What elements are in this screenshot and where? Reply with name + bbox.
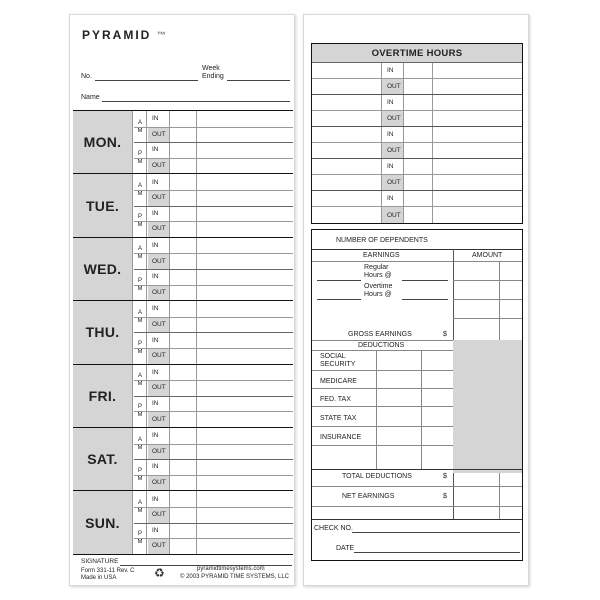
time-cell[interactable] — [171, 348, 197, 364]
in-label: IN — [381, 63, 404, 78]
pm-letter: M — [137, 285, 143, 292]
overtime-cell[interactable] — [404, 79, 433, 94]
time-cell[interactable] — [171, 380, 197, 396]
dependents-label: NUMBER OF DEPENDENTS — [336, 237, 428, 244]
in-label: IN — [148, 142, 170, 158]
date-label: DATE — [336, 545, 355, 552]
shaded-block — [453, 340, 522, 473]
pm-letter: M — [137, 539, 143, 546]
divider — [312, 261, 522, 262]
time-cell[interactable] — [171, 142, 197, 158]
overtime-cell[interactable] — [404, 159, 433, 174]
out-label: OUT — [148, 285, 170, 301]
earnings-header: EARNINGS — [363, 252, 400, 259]
total-deductions-label: TOTAL DEDUCTIONS — [342, 473, 412, 480]
row-divider — [134, 459, 293, 460]
overtime-rate-field[interactable] — [402, 299, 448, 300]
am-letter: A — [137, 436, 142, 443]
time-cell[interactable] — [171, 285, 197, 301]
copyright-text: © 2003 PYRAMID TIME SYSTEMS, LLC — [180, 574, 290, 580]
overtime-row — [312, 191, 522, 207]
pyramid-logo — [82, 28, 168, 42]
day-block — [73, 491, 293, 554]
row-divider — [134, 538, 293, 539]
overtime-row — [312, 159, 522, 175]
in-label: IN — [148, 332, 170, 348]
time-cell[interactable] — [171, 475, 197, 491]
in-label: IN — [381, 159, 404, 174]
regular-hours-label-1: Regular — [364, 264, 389, 271]
overtime-hours-box — [311, 43, 523, 224]
no-field[interactable] — [95, 80, 198, 81]
gross-earnings-label: GROSS EARNINGS — [348, 331, 412, 338]
amount-row-line — [453, 299, 522, 300]
check-no-label: CHECK NO. — [314, 525, 353, 532]
out-label: OUT — [381, 175, 404, 190]
am-letter: M — [137, 127, 143, 134]
overtime-hours-label-1: Overtime — [364, 283, 393, 290]
time-cell[interactable] — [171, 444, 197, 460]
pm-letter: M — [137, 348, 143, 355]
day-block — [73, 238, 293, 301]
in-label: IN — [148, 459, 170, 475]
dollar-sign: $ — [443, 473, 447, 480]
overtime-row — [312, 127, 522, 143]
out-label: OUT — [148, 507, 170, 523]
pm-letter: M — [137, 412, 143, 419]
social-security-label-2: SECURITY — [320, 361, 356, 368]
amount-row-line — [453, 280, 522, 281]
overtime-row — [312, 207, 522, 223]
pm-letter: P — [137, 404, 142, 411]
day-block — [73, 365, 293, 428]
row-divider — [134, 285, 293, 286]
pm-letter: P — [137, 150, 142, 157]
overtime-hours-field[interactable] — [317, 299, 361, 300]
divider — [312, 486, 522, 487]
deduction-row-line — [312, 445, 453, 446]
website-text: pyramidtimesystems.com — [197, 566, 265, 572]
in-label: IN — [381, 191, 404, 206]
overtime-title: OVERTIME HOURS — [312, 44, 522, 63]
pm-letter: P — [137, 340, 142, 347]
in-label: IN — [148, 174, 170, 190]
deduction-column-divider — [421, 350, 422, 469]
in-label: IN — [148, 269, 170, 285]
out-label: OUT — [381, 143, 404, 158]
day-label: THU. — [73, 301, 133, 363]
am-letter: A — [137, 246, 142, 253]
out-label: OUT — [148, 158, 170, 174]
time-cell[interactable] — [171, 523, 197, 539]
row-divider — [134, 332, 293, 333]
overtime-cell[interactable] — [404, 127, 433, 142]
deduction-column-divider — [376, 350, 377, 469]
am-letter: M — [137, 444, 143, 451]
am-letter: A — [137, 373, 142, 380]
out-label: OUT — [148, 253, 170, 269]
overtime-cell[interactable] — [404, 207, 433, 223]
row-divider — [134, 475, 293, 476]
pm-letter: P — [137, 214, 142, 221]
regular-hours-label-2: Hours @ — [364, 272, 392, 279]
time-cell[interactable] — [171, 190, 197, 206]
time-cell[interactable] — [171, 365, 197, 381]
insurance-label: INSURANCE — [320, 434, 362, 441]
pm-letter: M — [137, 475, 143, 482]
out-label: OUT — [148, 127, 170, 143]
overtime-cell[interactable] — [404, 191, 433, 206]
overtime-cell[interactable] — [404, 175, 433, 190]
overtime-hours-label-2: Hours @ — [364, 291, 392, 298]
day-label: MON. — [73, 111, 133, 173]
social-security-label-1: SOCIAL — [320, 353, 346, 360]
time-cell[interactable] — [171, 206, 197, 222]
daily-time-grid — [73, 110, 293, 555]
divider — [312, 350, 453, 351]
out-label: OUT — [381, 111, 404, 126]
in-label: IN — [148, 523, 170, 539]
overtime-rows — [312, 63, 522, 223]
out-label: OUT — [148, 348, 170, 364]
in-label: IN — [148, 206, 170, 222]
out-label: OUT — [381, 79, 404, 94]
time-cell[interactable] — [171, 111, 197, 127]
recycle-icon: ♻ — [154, 566, 165, 580]
time-cell[interactable] — [171, 332, 197, 348]
amount-header: AMOUNT — [472, 252, 503, 259]
overtime-row — [312, 111, 522, 127]
time-card-back — [303, 14, 529, 586]
row-divider — [134, 348, 293, 349]
day-label: FRI. — [73, 365, 133, 427]
signature-label: SIGNATURE — [81, 558, 119, 565]
deductions-header: DEDUCTIONS — [358, 342, 405, 349]
overtime-row — [312, 95, 522, 111]
am-letter: A — [137, 119, 142, 126]
am-letter: M — [137, 507, 143, 514]
row-divider — [134, 396, 293, 397]
row-divider — [134, 142, 293, 143]
row-divider — [134, 190, 293, 191]
row-divider — [134, 411, 293, 412]
amount-row-line — [453, 318, 522, 319]
time-cell[interactable] — [171, 491, 197, 507]
regular-rate-field[interactable] — [402, 280, 448, 281]
time-cell[interactable] — [171, 158, 197, 174]
row-divider — [134, 269, 293, 270]
row-divider — [134, 206, 293, 207]
day-label: WED. — [73, 238, 133, 300]
row-divider — [134, 523, 293, 524]
out-label: OUT — [148, 538, 170, 554]
deduction-row-line — [312, 370, 453, 371]
time-cell[interactable] — [171, 507, 197, 523]
row-divider — [134, 158, 293, 159]
overtime-row — [312, 175, 522, 191]
pm-letter: M — [137, 222, 143, 229]
row-divider — [134, 507, 293, 508]
week-label: Week — [202, 65, 220, 72]
date-field[interactable] — [354, 552, 520, 553]
overtime-cell[interactable] — [404, 111, 433, 126]
time-cell[interactable] — [171, 174, 197, 190]
deduction-row-line — [312, 406, 453, 407]
time-cell[interactable] — [171, 238, 197, 254]
out-label: OUT — [148, 444, 170, 460]
time-cell[interactable] — [171, 411, 197, 427]
out-label: OUT — [148, 380, 170, 396]
pm-letter: P — [137, 277, 142, 284]
state-tax-label: STATE TAX — [320, 415, 357, 422]
week-ending-field[interactable] — [227, 80, 290, 81]
overtime-row — [312, 143, 522, 159]
deduction-row-line — [312, 388, 453, 389]
time-cell[interactable] — [171, 221, 197, 237]
in-label: IN — [381, 127, 404, 142]
am-letter: M — [137, 381, 143, 388]
in-label: IN — [148, 365, 170, 381]
pm-letter: P — [137, 531, 142, 538]
row-divider — [134, 253, 293, 254]
time-cell[interactable] — [171, 269, 197, 285]
am-letter: M — [137, 254, 143, 261]
day-label: SAT. — [73, 428, 133, 490]
regular-hours-field[interactable] — [317, 280, 361, 281]
earnings-box — [311, 229, 523, 561]
in-label: IN — [148, 301, 170, 317]
fed-tax-label: FED. TAX — [320, 396, 351, 403]
out-label: OUT — [148, 221, 170, 237]
in-label: IN — [148, 491, 170, 507]
brand-text: PYRAMID — [82, 28, 152, 42]
time-cell[interactable] — [171, 253, 197, 269]
out-label: OUT — [148, 411, 170, 427]
dollar-sign: $ — [443, 331, 447, 338]
made-in-usa: Made in USA — [81, 575, 117, 581]
am-letter: A — [137, 309, 142, 316]
day-label: SUN. — [73, 491, 133, 553]
time-cell[interactable] — [171, 538, 197, 554]
time-cell[interactable] — [171, 428, 197, 444]
name-label: Name — [81, 94, 100, 101]
out-label: OUT — [148, 317, 170, 333]
overtime-cell[interactable] — [404, 63, 433, 78]
divider — [312, 506, 522, 507]
am-letter: A — [137, 499, 142, 506]
dollar-sign: $ — [443, 493, 447, 500]
day-block — [73, 111, 293, 174]
pm-letter: P — [137, 467, 142, 474]
deduction-row-line — [312, 426, 453, 427]
in-label: IN — [148, 428, 170, 444]
in-label: IN — [148, 111, 170, 127]
row-divider — [134, 317, 293, 318]
in-label: IN — [148, 238, 170, 254]
ending-label: Ending — [202, 73, 224, 80]
medicare-label: MEDICARE — [320, 378, 357, 385]
trademark-icon: ™ — [156, 30, 168, 40]
no-label: No. — [81, 73, 92, 80]
divider — [312, 469, 522, 470]
overtime-cell[interactable] — [404, 95, 433, 110]
pm-letter: M — [137, 158, 143, 165]
time-cell[interactable] — [171, 127, 197, 143]
name-field[interactable] — [102, 101, 290, 102]
row-divider — [134, 127, 293, 128]
divider — [312, 519, 522, 520]
divider — [312, 249, 522, 250]
overtime-row — [312, 63, 522, 79]
day-block — [73, 174, 293, 237]
am-letter: M — [137, 190, 143, 197]
overtime-row — [312, 79, 522, 95]
time-card-front — [69, 14, 295, 586]
check-no-field[interactable] — [352, 532, 520, 533]
day-block — [73, 428, 293, 491]
out-label: OUT — [381, 207, 404, 223]
net-earnings-label: NET EARNINGS — [342, 493, 395, 500]
time-cell[interactable] — [171, 317, 197, 333]
time-cell[interactable] — [171, 396, 197, 412]
row-divider — [134, 380, 293, 381]
out-label: OUT — [148, 475, 170, 491]
out-label: OUT — [148, 190, 170, 206]
am-letter: M — [137, 317, 143, 324]
row-divider — [134, 221, 293, 222]
day-block — [73, 301, 293, 364]
in-label: IN — [381, 95, 404, 110]
am-letter: A — [137, 182, 142, 189]
overtime-cell[interactable] — [404, 143, 433, 158]
time-cell[interactable] — [171, 459, 197, 475]
form-number: Form 331-11 Rev. C — [81, 568, 135, 574]
in-label: IN — [148, 396, 170, 412]
row-divider — [134, 444, 293, 445]
time-cell[interactable] — [171, 301, 197, 317]
day-label: TUE. — [73, 174, 133, 236]
